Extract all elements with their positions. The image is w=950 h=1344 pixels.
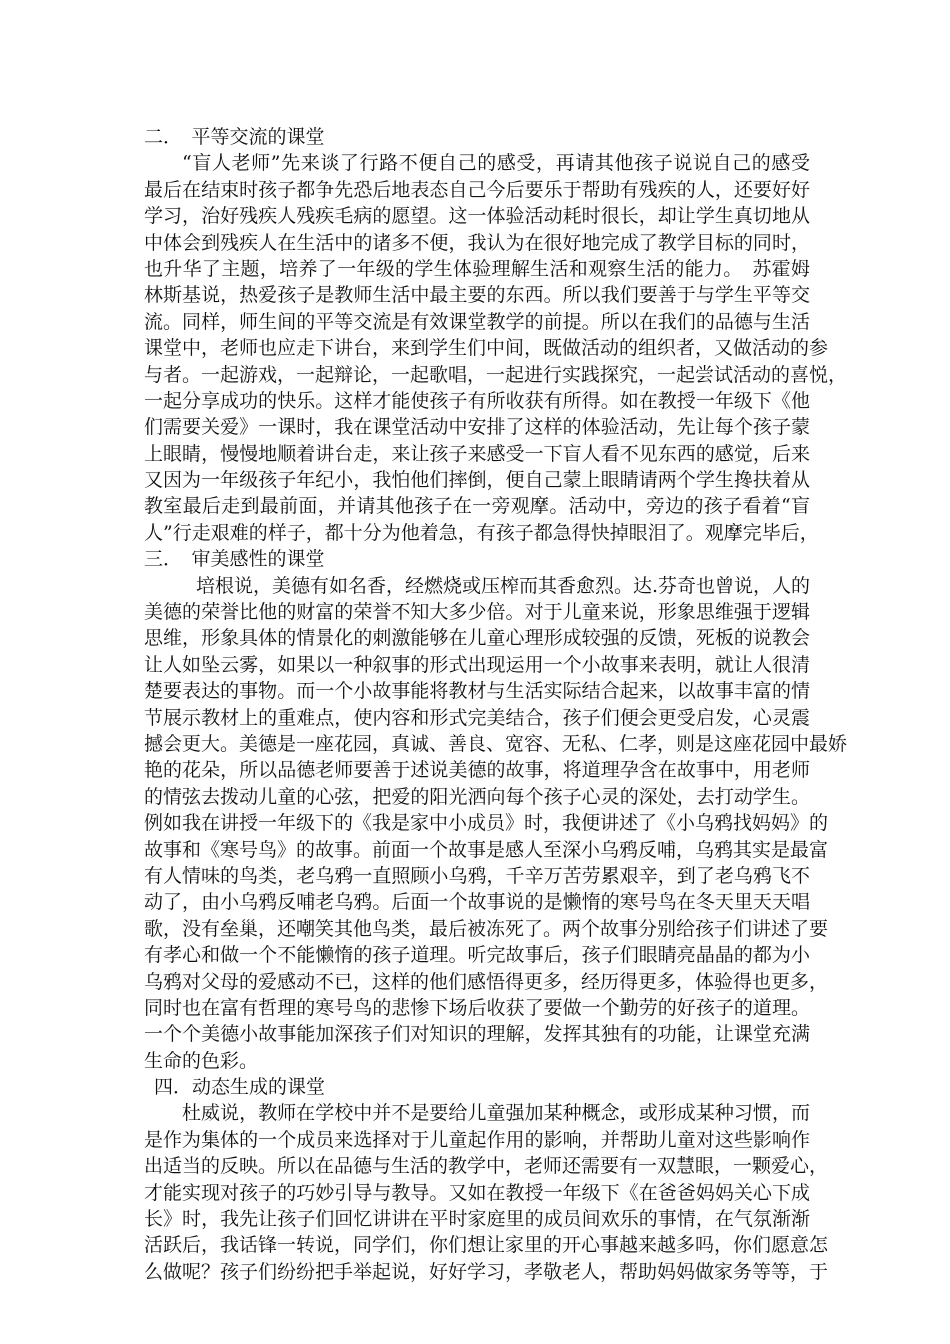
text-line: 有孝心和做一个不能懒惰的孩子道理。听完故事后，孩子们眼睛亮晶晶的都为小: [144, 944, 810, 967]
text-line: 活跃后，我话锋一转说，同学们，你们想让家里的开心事越来越多吗，你们愿意怎: [144, 1234, 829, 1257]
text-line: 让人如坠云雾，如果以一种叙事的形式出现运用一个小故事来表明，就让人很清: [144, 653, 810, 676]
text-line: 节展示教材上的重难点，使内容和形式完美结合，孩子们便会更受启发，心灵震: [144, 706, 810, 729]
text-line: 是作为集体的一个成员来选择对于儿童起作用的影响，并帮助儿童对这些影响作: [144, 1128, 810, 1151]
text-line: 么做呢？孩子们纷纷把手举起说，好好学习，孝敬老人，帮助妈妈做家务等等，于: [144, 1260, 829, 1283]
text-line: 们需要关爱》一课时，我在课堂活动中安排了这样的体验活动，先让每个孩子蒙: [144, 416, 810, 439]
text-line: 楚要表达的事物。而一个小故事能将教材与生活实际结合起来，以故事丰富的情: [144, 680, 810, 703]
text-line: 美德的荣誉比他的财富的荣誉不知大多少倍。对于儿童来说，形象思维强于逻辑: [144, 601, 810, 624]
text-line: 培根说，美德有如名香，经燃烧或压榨而其香愈烈。达.芬奇也曾说，人的: [196, 574, 811, 597]
text-line: 一起分享成功的快乐。这样才能使孩子有所收获有所得。如在教授一年级下《他: [144, 389, 810, 412]
text-line: 杜威说，教师在学校中并不是要给儿童强加某种概念，或形成某种习惯，而: [182, 1102, 810, 1125]
text-line: 歌，没有垒巢，还嘲笑其他鸟类，最后被冻死了。两个故事分别给孩子们讲述了要: [144, 917, 829, 940]
text-line: 有人情味的鸟类，老乌鸦一直照顾小乌鸦，千辛万苦劳累艰辛，到了老乌鸦飞不: [144, 864, 810, 887]
text-line: 最后在结束时孩子都争先恐后地表态自己今后要乐于帮助有残疾的人，还要好好: [144, 178, 810, 201]
text-line: 思维，形象具体的情景化的刺激能够在儿童心理形成较强的反馈，死板的说教会: [144, 627, 810, 650]
text-line: 上眼睛，慢慢地顺着讲台走，来让孩子来感受一下盲人看不见东西的感觉，后来: [144, 442, 810, 465]
text-line: 中体会到残疾人在生活中的诸多不便，我认为在很好地完成了教学目标的同时，: [144, 231, 810, 254]
text-line: 生命的色彩。: [144, 1049, 259, 1072]
text-line: 乌鸦对父母的爱感动不已，这样的他们感悟得更多，经历得更多，体验得也更多，: [144, 970, 829, 993]
section-heading-2: 二． 平等交流的课堂: [144, 126, 325, 148]
text-line: 又因为一年级孩子年纪小，我怕他们摔倒，便自己蒙上眼睛请两个学生搀扶着从: [144, 469, 810, 492]
text-line: 同时也在富有哲理的寒号鸟的悲惨下场后收获了要做一个勤劳的好孩子的道理。: [144, 996, 810, 1019]
text-line: 才能实现对孩子的巧妙引导与教导。又如在教授一年级下《在爸爸妈妈关心下成: [144, 1181, 810, 1204]
text-line: 的情弦去拨动儿童的心弦，把爱的阳光洒向每个孩子心灵的深处，去打动学生。: [144, 785, 810, 808]
text-line: 一个个美德小故事能加深孩子们对知识的理解，发挥其独有的功能，让课堂充满: [144, 1023, 810, 1046]
text-line: 课堂中，老师也应走下讲台，来到学生们中间，既做活动的组织者，又做活动的参: [144, 337, 829, 360]
text-line: 撼会更大。美德是一座花园，真诚、善良、宽容、无私、仁孝，则是这座花园中最娇: [144, 732, 848, 755]
text-line: 动了，由小乌鸦反哺老乌鸦。后面一个故事说的是懒惰的寒号鸟在冬天里天天唱: [144, 891, 810, 914]
text-line: 故事和《寒号鸟》的故事。前面一个故事是感人至深小乌鸦反哺，乌鸦其实是最富: [144, 838, 829, 861]
text-line: 人”行走艰难的样子，都十分为他着急，有孩子都急得快掉眼泪了。观摩完毕后，: [144, 521, 819, 544]
text-line: 长》时，我先让孩子们回忆讲讲在平时家庭里的成员间欢乐的事情，在气氛渐渐: [144, 1208, 810, 1231]
text-line: “盲人老师”先来谈了行路不便自己的感受，再请其他孩子说说自己的感受: [182, 152, 810, 175]
text-line: 例如我在讲授一年级下的《我是家中小成员》时，我便讲述了《小乌鸦找妈妈》的: [144, 812, 829, 835]
text-line: 学习，治好残疾人残疾毛病的愿望。这一体验活动耗时很长，却让学生真切地从: [144, 205, 810, 228]
text-line: 与者。一起游戏，一起辩论，一起歌唱，一起进行实践探究，一起尝试活动的喜悦，: [144, 363, 848, 386]
document-body: [144, 124, 848, 1285]
text-line: 也升华了主题，培养了一年级的学生体验理解生活和观察生活的能力。 苏霍姆: [144, 257, 810, 280]
text-line: 流。同样，师生间的平等交流是有效课堂教学的前提。所以在我们的品德与生活: [144, 310, 810, 333]
text-line: 出适当的反映。所以在品德与生活的教学中，老师还需要有一双慧眼，一颗爱心，: [144, 1155, 829, 1178]
text-line: 艳的花朵，所以品德老师要善于述说美德的故事，将道理孕含在故事中，用老师: [144, 759, 810, 782]
section-heading-3: 三． 审美感性的课堂: [144, 548, 325, 571]
text-line: 教室最后走到最前面，并请其他孩子在一旁观摩。活动中，旁边的孩子看着“盲: [144, 495, 810, 518]
text-line: 林斯基说，热爱孩子是教师生活中最主要的东西。所以我们要善于与学生平等交: [144, 284, 810, 307]
section-heading-4: 四．动态生成的课堂: [154, 1076, 326, 1099]
